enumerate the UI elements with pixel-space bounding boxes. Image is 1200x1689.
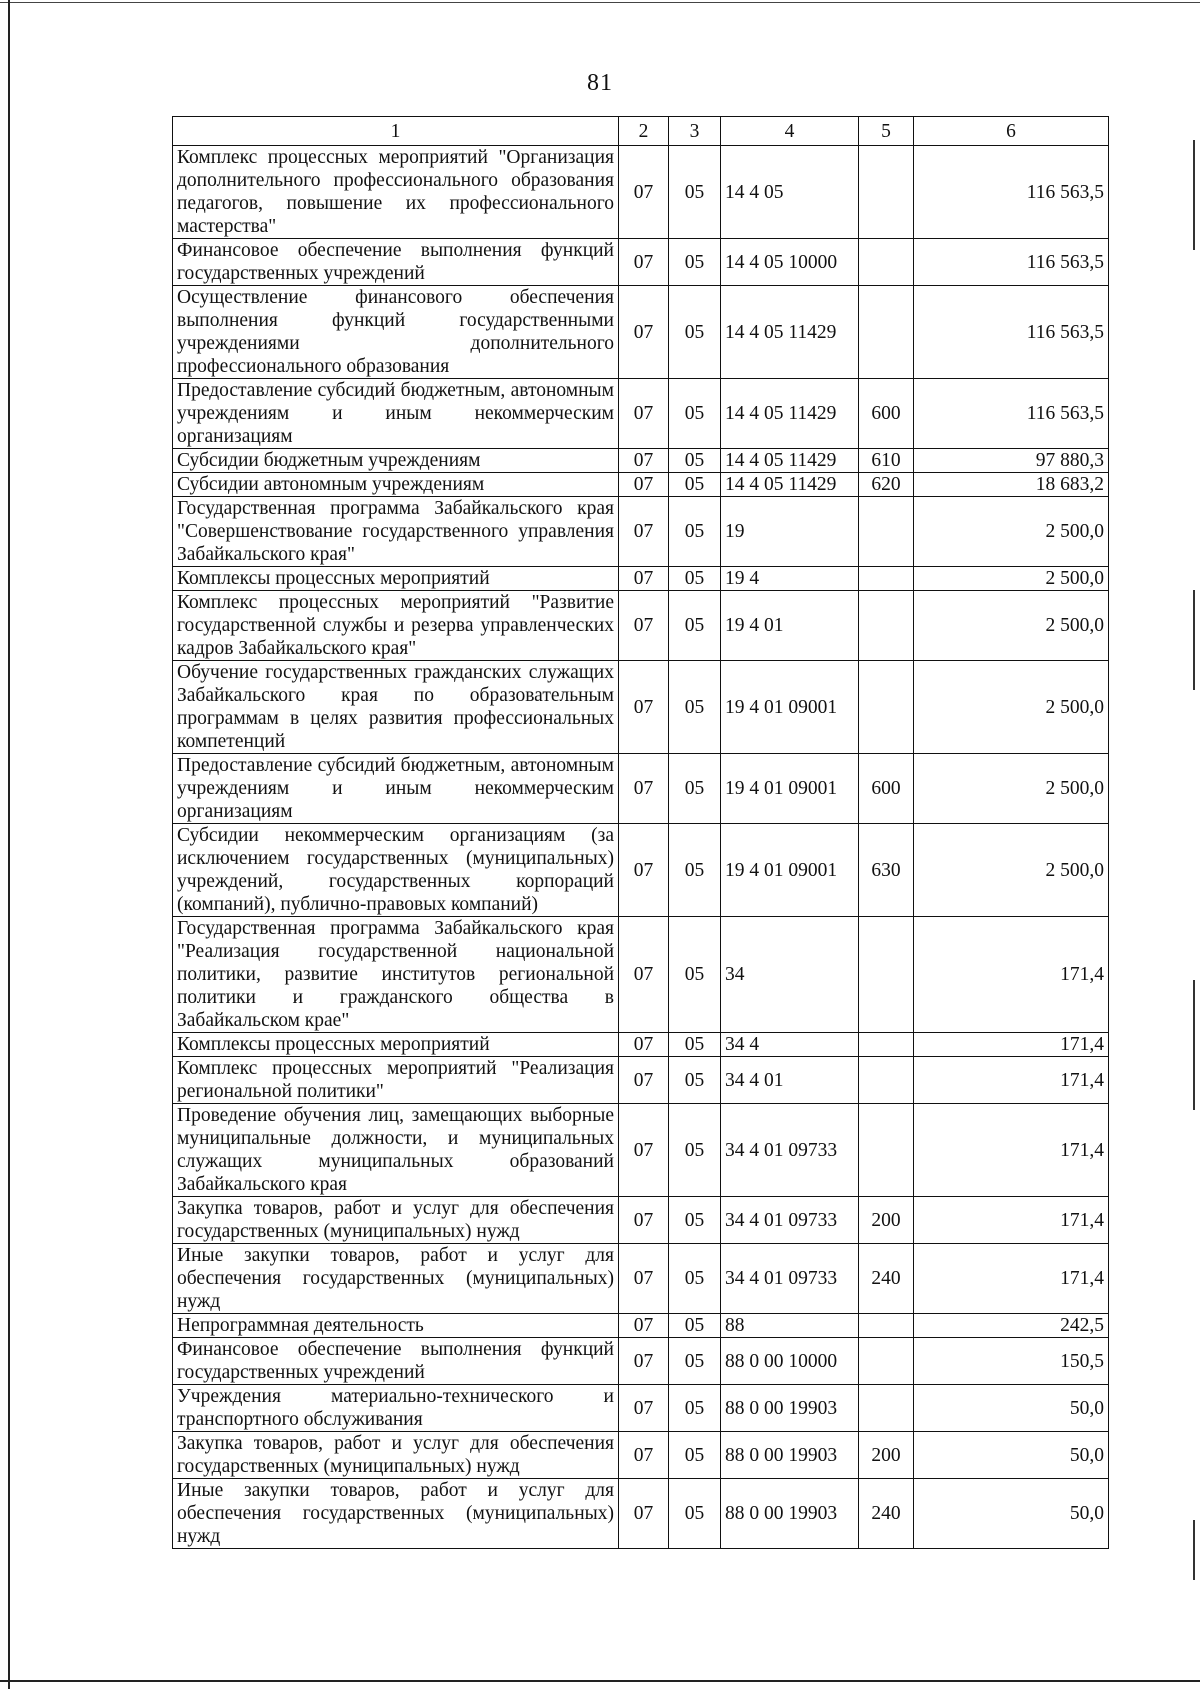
row-section-cell: 07 [619, 1033, 669, 1057]
row-code-cell: 88 [721, 1314, 859, 1338]
row-subsection-cell: 05 [669, 1033, 721, 1057]
table-row [173, 1432, 1109, 1479]
row-name-cell: Субсидии автономным учреждениям [173, 473, 619, 497]
row-type-cell [859, 146, 914, 239]
row-name-cell: Иные закупки товаров, работ и услуг для обеспечения государственных (муниципальных) нужд [173, 1244, 619, 1314]
row-code-cell: 14 4 05 11429 [721, 379, 859, 449]
row-code-cell: 88 0 00 19903 [721, 1432, 859, 1479]
row-subsection-cell: 05 [669, 591, 721, 661]
row-code-cell: 34 4 01 09733 [721, 1104, 859, 1197]
row-subsection-cell: 05 [669, 239, 721, 286]
column-header-name: 1 [173, 117, 619, 146]
row-type-cell [859, 497, 914, 567]
scan-right-mark [1193, 140, 1195, 250]
row-type-cell: 240 [859, 1479, 914, 1549]
row-type-cell [859, 661, 914, 754]
row-code-cell: 88 0 00 10000 [721, 1338, 859, 1385]
row-type-cell: 630 [859, 824, 914, 917]
row-name-cell: Обучение государственных гражданских служащих Забайкальского края по образовательным программам в целях развития профессиональных компетенций [173, 661, 619, 754]
row-amount-cell: 150,5 [914, 1338, 1109, 1385]
row-type-cell: 600 [859, 754, 914, 824]
table-row [173, 1244, 1109, 1314]
row-section-cell: 07 [619, 567, 669, 591]
row-amount-cell: 2 500,0 [914, 754, 1109, 824]
row-type-cell: 620 [859, 473, 914, 497]
row-code-cell: 19 [721, 497, 859, 567]
row-code-cell: 19 4 01 09001 [721, 754, 859, 824]
row-name-cell: Осуществление финансового обеспечения выполнения функций государственными учреждениями дополнительного профессионального образования [173, 286, 619, 379]
row-subsection-cell: 05 [669, 1432, 721, 1479]
row-name-cell: Учреждения материально-технического и транспортного обслуживания [173, 1385, 619, 1432]
row-code-cell: 19 4 01 09001 [721, 824, 859, 917]
column-header-target-code: 4 [721, 117, 859, 146]
row-name-cell: Закупка товаров, работ и услуг для обеспечения государственных (муниципальных) нужд [173, 1432, 619, 1479]
row-amount-cell: 171,4 [914, 1197, 1109, 1244]
table-row [173, 754, 1109, 824]
row-code-cell: 34 4 01 09733 [721, 1197, 859, 1244]
row-subsection-cell: 05 [669, 286, 721, 379]
row-code-cell: 88 0 00 19903 [721, 1479, 859, 1549]
row-subsection-cell: 05 [669, 1244, 721, 1314]
scan-bottom-edge [0, 1680, 1200, 1682]
row-subsection-cell: 05 [669, 146, 721, 239]
row-section-cell: 07 [619, 661, 669, 754]
row-subsection-cell: 05 [669, 824, 721, 917]
row-name-cell: Комплекс процессных мероприятий "Организация дополнительного профессионального образования педагогов, повышение их профессионального мастерства" [173, 146, 619, 239]
column-header-subsection: 3 [669, 117, 721, 146]
page-number: 81 [587, 70, 613, 96]
row-code-cell: 19 4 [721, 567, 859, 591]
scan-right-mark [1193, 590, 1195, 690]
table-row [173, 1479, 1109, 1549]
row-name-cell: Государственная программа Забайкальского края "Реализация государственной национальной политики, развитие институтов региональной политики и гражданского общества в Забайкальском крае" [173, 917, 619, 1033]
row-section-cell: 07 [619, 1338, 669, 1385]
table-row [173, 1033, 1109, 1057]
row-section-cell: 07 [619, 591, 669, 661]
row-name-cell: Субсидии некоммерческим организациям (за исключением государственных (муниципальных) учреждений, государственных корпораций (компаний), публично-правовых компаний) [173, 824, 619, 917]
table-row [173, 1057, 1109, 1104]
table-row [173, 661, 1109, 754]
row-section-cell: 07 [619, 1197, 669, 1244]
row-section-cell: 07 [619, 239, 669, 286]
row-name-cell: Субсидии бюджетным учреждениям [173, 449, 619, 473]
row-section-cell: 07 [619, 1432, 669, 1479]
row-amount-cell: 18 683,2 [914, 473, 1109, 497]
row-section-cell: 07 [619, 1385, 669, 1432]
row-section-cell: 07 [619, 1104, 669, 1197]
row-subsection-cell: 05 [669, 497, 721, 567]
row-subsection-cell: 05 [669, 1338, 721, 1385]
row-name-cell: Комплекс процессных мероприятий "Развитие государственной службы и резерва управленческих кадров Забайкальского края" [173, 591, 619, 661]
row-type-cell [859, 567, 914, 591]
scan-right-mark [1193, 1520, 1195, 1580]
row-name-cell: Закупка товаров, работ и услуг для обеспечения государственных (муниципальных) нужд [173, 1197, 619, 1244]
row-amount-cell: 50,0 [914, 1479, 1109, 1549]
row-subsection-cell: 05 [669, 1385, 721, 1432]
row-name-cell: Предоставление субсидий бюджетным, автономным учреждениям и иным некоммерческим организациям [173, 379, 619, 449]
row-code-cell: 34 [721, 917, 859, 1033]
row-type-cell: 240 [859, 1244, 914, 1314]
row-subsection-cell: 05 [669, 1104, 721, 1197]
row-name-cell: Государственная программа Забайкальского края "Совершенствование государственного управления Забайкальского края" [173, 497, 619, 567]
table-row [173, 591, 1109, 661]
row-amount-cell: 116 563,5 [914, 146, 1109, 239]
row-amount-cell: 171,4 [914, 917, 1109, 1033]
row-amount-cell: 116 563,5 [914, 239, 1109, 286]
row-amount-cell: 171,4 [914, 1033, 1109, 1057]
row-type-cell [859, 917, 914, 1033]
row-name-cell: Непрограммная деятельность [173, 1314, 619, 1338]
table-row [173, 1314, 1109, 1338]
row-type-cell [859, 1314, 914, 1338]
row-name-cell: Комплексы процессных мероприятий [173, 567, 619, 591]
row-amount-cell: 116 563,5 [914, 379, 1109, 449]
table-row [173, 1104, 1109, 1197]
row-code-cell: 34 4 01 [721, 1057, 859, 1104]
table-header-row [173, 117, 1109, 146]
row-type-cell [859, 1338, 914, 1385]
row-type-cell: 200 [859, 1432, 914, 1479]
row-subsection-cell: 05 [669, 567, 721, 591]
row-name-cell: Комплексы процессных мероприятий [173, 1033, 619, 1057]
row-section-cell: 07 [619, 917, 669, 1033]
scan-top-edge [0, 2, 1200, 3]
row-code-cell: 34 4 [721, 1033, 859, 1057]
row-code-cell: 14 4 05 [721, 146, 859, 239]
row-code-cell: 14 4 05 11429 [721, 449, 859, 473]
table-row [173, 567, 1109, 591]
table-row [173, 146, 1109, 239]
row-amount-cell: 171,4 [914, 1057, 1109, 1104]
row-section-cell: 07 [619, 1057, 669, 1104]
row-section-cell: 07 [619, 449, 669, 473]
row-name-cell: Проведение обучения лиц, замещающих выборные муниципальные должности, и муниципальных служащих муниципальных образований Забайкальского края [173, 1104, 619, 1197]
row-name-cell: Финансовое обеспечение выполнения функций государственных учреждений [173, 1338, 619, 1385]
table-row [173, 379, 1109, 449]
row-subsection-cell: 05 [669, 754, 721, 824]
row-name-cell: Иные закупки товаров, работ и услуг для обеспечения государственных (муниципальных) нужд [173, 1479, 619, 1549]
row-amount-cell: 242,5 [914, 1314, 1109, 1338]
row-amount-cell: 50,0 [914, 1385, 1109, 1432]
row-type-cell [859, 591, 914, 661]
row-section-cell: 07 [619, 1479, 669, 1549]
row-amount-cell: 171,4 [914, 1104, 1109, 1197]
column-header-section: 2 [619, 117, 669, 146]
row-subsection-cell: 05 [669, 917, 721, 1033]
row-type-cell [859, 239, 914, 286]
row-section-cell: 07 [619, 497, 669, 567]
row-subsection-cell: 05 [669, 449, 721, 473]
scan-right-mark [1193, 980, 1195, 1110]
row-amount-cell: 2 500,0 [914, 567, 1109, 591]
row-type-cell: 200 [859, 1197, 914, 1244]
scan-left-edge [8, 0, 10, 1689]
row-amount-cell: 2 500,0 [914, 591, 1109, 661]
row-section-cell: 07 [619, 286, 669, 379]
row-type-cell: 610 [859, 449, 914, 473]
row-type-cell [859, 1385, 914, 1432]
row-subsection-cell: 05 [669, 473, 721, 497]
row-section-cell: 07 [619, 379, 669, 449]
budget-table [172, 116, 1109, 1549]
row-code-cell: 19 4 01 [721, 591, 859, 661]
row-type-cell: 600 [859, 379, 914, 449]
row-name-cell: Финансовое обеспечение выполнения функций государственных учреждений [173, 239, 619, 286]
row-subsection-cell: 05 [669, 1197, 721, 1244]
table-row [173, 239, 1109, 286]
row-subsection-cell: 05 [669, 1314, 721, 1338]
row-code-cell: 34 4 01 09733 [721, 1244, 859, 1314]
row-subsection-cell: 05 [669, 379, 721, 449]
table-row [173, 1385, 1109, 1432]
row-type-cell [859, 286, 914, 379]
column-header-expense-type: 5 [859, 117, 914, 146]
table-row [173, 473, 1109, 497]
row-section-cell: 07 [619, 1244, 669, 1314]
row-section-cell: 07 [619, 146, 669, 239]
row-amount-cell: 171,4 [914, 1244, 1109, 1314]
row-section-cell: 07 [619, 754, 669, 824]
row-code-cell: 88 0 00 19903 [721, 1385, 859, 1432]
row-amount-cell: 50,0 [914, 1432, 1109, 1479]
row-code-cell: 19 4 01 09001 [721, 661, 859, 754]
row-type-cell [859, 1057, 914, 1104]
row-type-cell [859, 1033, 914, 1057]
table-row [173, 497, 1109, 567]
row-section-cell: 07 [619, 473, 669, 497]
table-row [173, 1338, 1109, 1385]
row-type-cell [859, 1104, 914, 1197]
table-body [173, 146, 1109, 1549]
row-amount-cell: 2 500,0 [914, 661, 1109, 754]
row-amount-cell: 97 880,3 [914, 449, 1109, 473]
row-section-cell: 07 [619, 824, 669, 917]
table-row [173, 1197, 1109, 1244]
row-subsection-cell: 05 [669, 1479, 721, 1549]
column-header-amount: 6 [914, 117, 1109, 146]
row-amount-cell: 116 563,5 [914, 286, 1109, 379]
row-name-cell: Комплекс процессных мероприятий "Реализация региональной политики" [173, 1057, 619, 1104]
row-name-cell: Предоставление субсидий бюджетным, автономным учреждениям и иным некоммерческим организациям [173, 754, 619, 824]
row-section-cell: 07 [619, 1314, 669, 1338]
row-amount-cell: 2 500,0 [914, 824, 1109, 917]
row-code-cell: 14 4 05 10000 [721, 239, 859, 286]
row-subsection-cell: 05 [669, 1057, 721, 1104]
table-row [173, 286, 1109, 379]
row-amount-cell: 2 500,0 [914, 497, 1109, 567]
table-row [173, 449, 1109, 473]
row-code-cell: 14 4 05 11429 [721, 286, 859, 379]
table-row [173, 824, 1109, 917]
table-row [173, 917, 1109, 1033]
row-subsection-cell: 05 [669, 661, 721, 754]
row-code-cell: 14 4 05 11429 [721, 473, 859, 497]
